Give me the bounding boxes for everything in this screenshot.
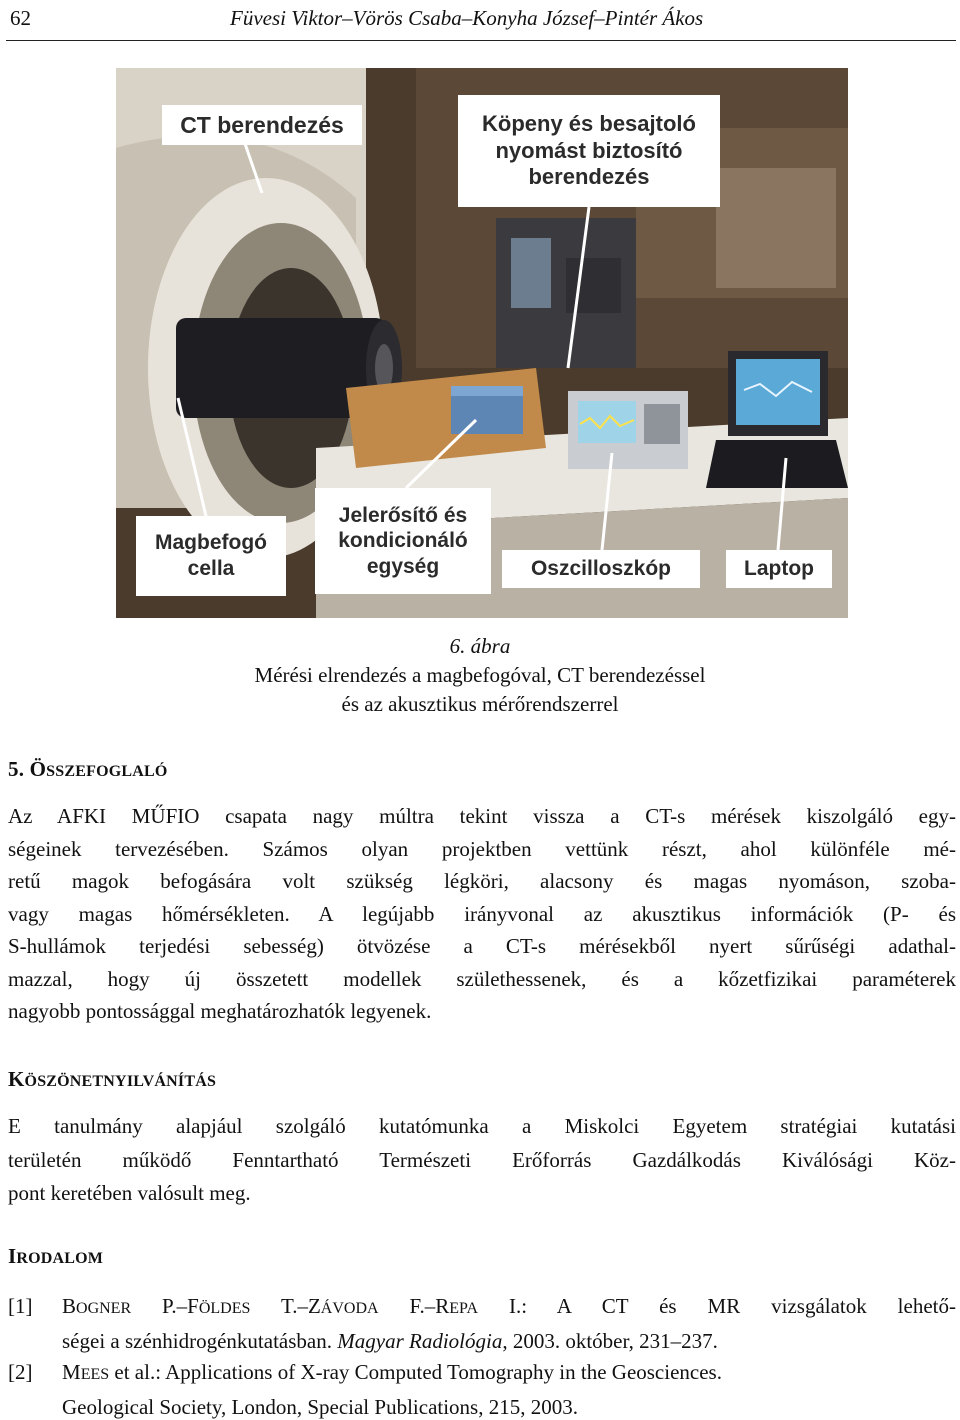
text-line: területén működő Fenntartható Természeti Erőforrás Gazdálkodás Kiválósági Köz- <box>8 1147 956 1172</box>
label-laptop: Laptop <box>726 550 832 588</box>
measurement-setup-photo <box>116 68 848 618</box>
figure-caption-line-1: Mérési elrendezés a magbefogóval, CT berendezéssel <box>254 663 706 687</box>
section-heading-references: IRODALOM <box>8 1244 104 1268</box>
figure-caption-line-2: és az akusztikus mérőrendszerrel <box>341 692 619 716</box>
text-line: pont keretében valósult meg. <box>8 1181 251 1205</box>
label-core-holder: Magbefogó cella <box>136 516 286 596</box>
label-oscilloscope: Oszcilloszkóp <box>502 550 700 588</box>
running-head: Füvesi Viktor–Vörös Csaba–Konyha József–Pintér Ákos <box>230 6 704 30</box>
acknowledgement-paragraph <box>8 1110 956 1211</box>
text-line: nagyobb pontossággal meghatározhatók legyenek. <box>8 999 432 1023</box>
text-line: vagy magas hőmérsékleten. A legújabb irányvonal az akusztikus információk (P- és <box>8 901 956 926</box>
label-pressure-device: Köpeny és besajtoló nyomást biztosító berendezés <box>458 95 720 207</box>
text-line: mazzal, hogy új összetett modellek születhessenek, és a kőzetfizikai paraméterek <box>8 966 956 991</box>
header-rule <box>6 40 956 41</box>
reference-text: BOGNER P.–FÖLDES T.–ZÁVODA F.–REPA I.: A CT és MR vizsgálatok lehető- ségei a szénhidrogénkutatásban. Magyar Radiológia, 2003. október, 231–237. <box>62 1294 956 1353</box>
text-line: S-hullámok terjedési sebesség) ötvözése a CT-s mérésekből nyert sűrűségi adathal- <box>8 934 956 958</box>
text-line: E tanulmány alapjául szolgáló kutatómunka a Miskolci Egyetem stratégiai kutatási <box>8 1114 956 1138</box>
section-heading-acknowledgement: KÖSZÖNETNYILVÁNÍTÁS <box>8 1067 217 1091</box>
reference-number: [1] <box>8 1294 33 1318</box>
label-ct: CT berendezés <box>162 105 362 145</box>
page-number: 62 <box>10 6 31 30</box>
label-amplifier: Jelerősítő és kondicionáló egység <box>315 488 491 594</box>
summary-paragraph <box>8 800 956 1028</box>
journal-title: Magyar Radiológia <box>337 1329 503 1353</box>
page-header <box>0 0 960 40</box>
figure-number: 6. ábra <box>449 634 511 658</box>
text-line: retű magok befogására volt szükség légköri, alacsony és magas nyomáson, szoba- <box>8 869 956 893</box>
text-line: Az AFKI MŰFIO csapata nagy múltra tekint vissza a CT-s mérések kiszolgáló egy- <box>8 804 956 828</box>
text-line: ségeinek tervezésében. Számos olyan projektben vettünk részt, ahol különféle mé- <box>8 836 956 861</box>
reference-text: MEES et al.: Applications of X-ray Computed Tomography in the Geosciences. Geological Society, London, Special Publications, 215, 2003. <box>62 1360 722 1419</box>
section-heading-summary: 5. ÖSSZEFOGLALÓ <box>8 757 168 781</box>
reference-number: [2] <box>8 1360 33 1384</box>
